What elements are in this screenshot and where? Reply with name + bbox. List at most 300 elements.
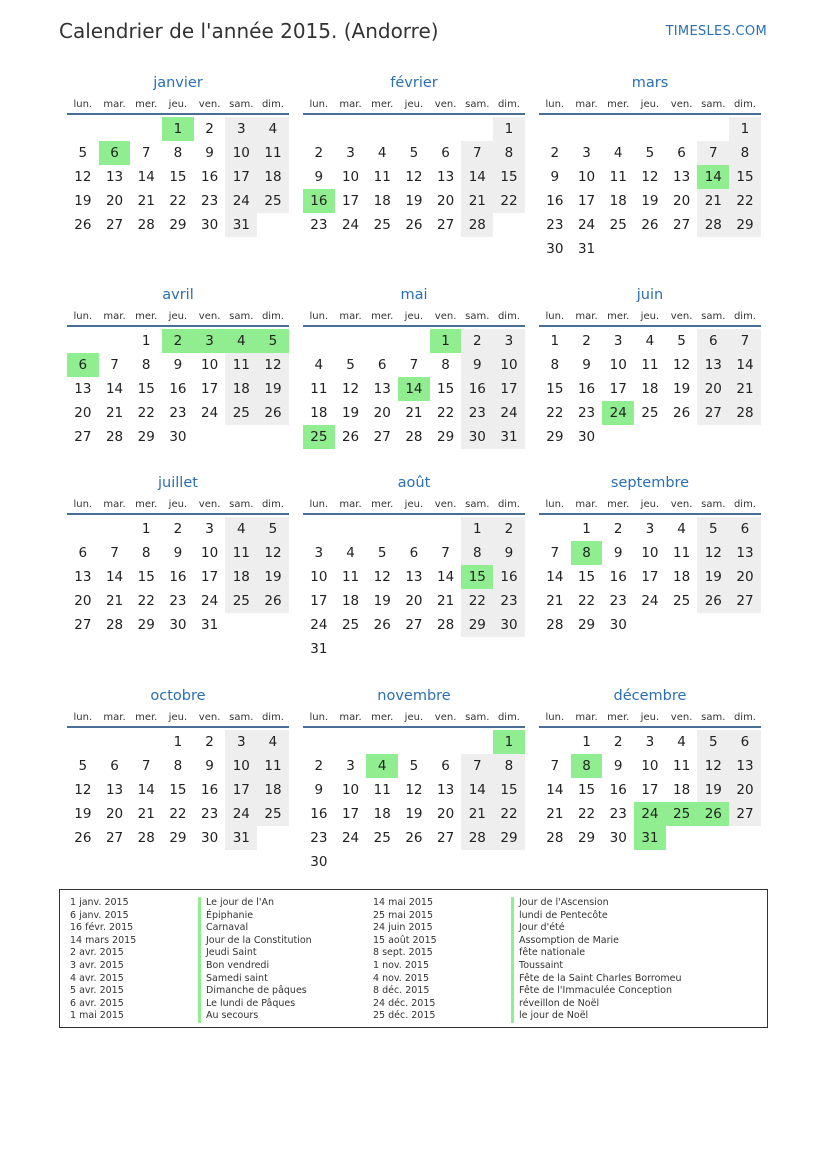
day-cell: 17 (641, 569, 659, 585)
empty-cell (303, 730, 335, 754)
day-cell: 29 (137, 429, 155, 445)
day-cell: 30 (577, 429, 596, 445)
weekday-label: sam. (229, 712, 254, 723)
day-cell: 7 (141, 145, 151, 161)
day-cell: 11 (225, 541, 257, 565)
weekday-header (67, 309, 289, 327)
day-cell: 22 (137, 593, 155, 609)
holiday-day-cell: 16 (303, 189, 335, 213)
day-cell: 7 (461, 141, 493, 165)
day-cell: 13 (405, 569, 423, 585)
day-cell: 29 (577, 617, 596, 633)
empty-cell (335, 517, 367, 541)
legend-date: 25 déc. 2015 (373, 1010, 436, 1022)
day-cell: 20 (729, 778, 761, 802)
day-cell: 23 (169, 405, 187, 421)
month-name: novembre (377, 688, 451, 704)
weekday-label: jeu. (168, 499, 188, 510)
weekday-label: mar. (103, 311, 126, 322)
day-cell: 24 (341, 830, 360, 846)
day-cell: 21 (546, 806, 564, 822)
day-cell: 15 (137, 381, 155, 397)
day-cell: 8 (461, 541, 493, 565)
day-cell: 13 (697, 353, 729, 377)
day-cell: 30 (201, 217, 219, 233)
weekday-header (539, 309, 761, 327)
day-cell: 17 (641, 782, 659, 798)
day-cell: 12 (74, 169, 92, 185)
day-cell: 19 (697, 778, 729, 802)
day-cell: 11 (257, 754, 289, 778)
holiday-day-cell: 4 (225, 329, 257, 353)
day-cell: 1 (173, 734, 183, 750)
weekday-label: ven. (198, 311, 221, 322)
day-cell: 6 (441, 758, 450, 774)
weekday-label: sam. (465, 499, 490, 510)
day-cell: 10 (201, 357, 219, 373)
weekday-header (67, 710, 289, 728)
day-cell: 8 (493, 141, 525, 165)
day-grid (67, 117, 289, 237)
empty-cell (67, 117, 99, 141)
legend-date: 8 sept. 2015 (373, 947, 433, 959)
month-name: septembre (610, 475, 690, 491)
day-cell: 7 (141, 758, 151, 774)
weekday-label: dim. (261, 712, 284, 723)
legend-date: 4 nov. 2015 (373, 972, 429, 984)
day-cell: 24 (493, 401, 525, 425)
day-cell: 31 (201, 617, 219, 633)
day-cell: 28 (405, 429, 423, 445)
month-name: août (397, 475, 431, 491)
weekday-label: dim. (497, 499, 520, 510)
holiday-legend (59, 889, 768, 1028)
day-cell: 24 (310, 617, 328, 633)
empty-cell (461, 730, 493, 754)
empty-cell (335, 117, 367, 141)
weekday-label: mer. (607, 712, 630, 723)
month-4 (303, 284, 525, 449)
day-cell: 9 (173, 357, 183, 373)
day-cell: 14 (461, 778, 493, 802)
weekday-label: mar. (339, 712, 362, 723)
empty-cell (303, 117, 335, 141)
legend-holiday-name: Fête de la Saint Charles Borromeu (511, 973, 682, 986)
weekday-label: jeu. (640, 499, 660, 510)
day-cell: 11 (373, 782, 391, 798)
day-cell: 28 (546, 830, 564, 846)
weekday-label: jeu. (168, 712, 188, 723)
day-cell: 20 (74, 593, 92, 609)
day-cell: 29 (461, 613, 493, 637)
empty-cell (366, 730, 398, 754)
day-cell: 3 (205, 521, 214, 537)
day-cell: 27 (437, 830, 455, 846)
weekday-label: mer. (371, 99, 394, 110)
day-cell: 5 (78, 145, 88, 161)
day-cell: 1 (461, 517, 493, 541)
day-cell: 27 (697, 401, 729, 425)
day-cell: 4 (225, 517, 257, 541)
day-cell: 11 (609, 169, 627, 185)
day-cell: 18 (225, 377, 257, 401)
month-name: octobre (150, 688, 206, 704)
empty-cell (99, 517, 131, 541)
day-cell: 30 (609, 830, 627, 846)
day-cell: 22 (577, 806, 596, 822)
legend-holiday-name: fête nationale (511, 947, 682, 960)
day-cell: 18 (641, 381, 659, 397)
day-cell: 6 (729, 730, 761, 754)
weekday-label: jeu. (404, 499, 424, 510)
day-cell: 18 (373, 193, 391, 209)
legend-holiday-name: le jour de Noël (511, 1010, 682, 1023)
day-cell: 14 (729, 353, 761, 377)
day-cell: 15 (137, 569, 155, 585)
day-cell: 16 (609, 782, 627, 798)
weekday-label: mer. (607, 499, 630, 510)
empty-cell (539, 517, 571, 541)
day-cell: 22 (493, 189, 525, 213)
empty-cell (303, 329, 335, 353)
weekday-label: mar. (575, 311, 598, 322)
day-cell: 30 (609, 617, 627, 633)
day-cell: 9 (173, 545, 183, 561)
empty-cell (67, 730, 99, 754)
weekday-header (303, 497, 525, 515)
day-cell: 7 (110, 357, 119, 373)
empty-cell (366, 329, 398, 353)
day-cell: 2 (613, 734, 623, 750)
weekday-label: mer. (371, 712, 394, 723)
day-cell: 13 (729, 541, 761, 565)
day-cell: 21 (546, 593, 564, 609)
day-cell: 22 (729, 189, 761, 213)
weekday-label: dim. (733, 712, 756, 723)
day-cell: 9 (613, 545, 623, 561)
legend-holiday-name: Jeudi Saint (198, 947, 312, 960)
day-cell: 29 (169, 217, 187, 233)
legend-date: 14 mai 2015 (373, 897, 434, 908)
day-cell: 7 (461, 754, 493, 778)
day-cell: 10 (310, 569, 328, 585)
holiday-day-cell: 8 (571, 754, 603, 778)
weekday-label: ven. (198, 712, 221, 723)
day-cell: 6 (409, 545, 419, 561)
weekday-label: sam. (229, 99, 254, 110)
day-cell: 24 (225, 189, 257, 213)
day-cell: 25 (609, 217, 627, 233)
day-cell: 29 (546, 429, 564, 445)
day-cell: 5 (677, 333, 686, 349)
day-cell: 19 (405, 193, 423, 209)
empty-cell (335, 730, 367, 754)
weekday-label: ven. (198, 99, 221, 110)
day-cell: 12 (257, 541, 289, 565)
day-cell: 9 (205, 145, 214, 161)
day-cell: 30 (310, 854, 328, 870)
day-cell: 27 (405, 617, 423, 633)
day-cell: 31 (493, 425, 525, 449)
day-cell: 23 (201, 193, 219, 209)
day-cell: 3 (645, 521, 655, 537)
holiday-day-cell: 24 (602, 401, 634, 425)
day-cell: 17 (341, 806, 360, 822)
month-7 (303, 472, 525, 661)
day-cell: 10 (493, 353, 525, 377)
day-cell: 1 (582, 734, 591, 750)
weekday-label: sam. (465, 712, 490, 723)
day-cell: 17 (225, 778, 257, 802)
day-cell: 16 (609, 569, 627, 585)
day-cell: 16 (169, 569, 187, 585)
day-cell: 2 (613, 521, 623, 537)
legend-holiday-name: Jour de la Constitution (198, 935, 312, 948)
weekday-label: mar. (103, 499, 126, 510)
day-cell: 4 (677, 521, 686, 537)
holiday-day-cell: 24 (634, 802, 666, 826)
day-cell: 29 (437, 429, 455, 445)
day-cell: 3 (493, 329, 525, 353)
day-cell: 22 (437, 405, 455, 421)
day-cell: 9 (493, 541, 525, 565)
legend-date: 1 janv. 2015 (70, 897, 129, 908)
weekday-label: mer. (135, 499, 158, 510)
day-cell: 3 (645, 734, 655, 750)
day-cell: 15 (577, 569, 596, 585)
day-cell: 28 (729, 401, 761, 425)
day-cell: 16 (546, 193, 564, 209)
day-cell: 1 (729, 117, 761, 141)
day-grid (539, 517, 761, 637)
month-8 (539, 472, 761, 637)
day-cell: 22 (169, 806, 187, 822)
weekday-label: ven. (434, 712, 457, 723)
holiday-day-cell: 8 (571, 541, 603, 565)
day-cell: 4 (613, 145, 623, 161)
weekday-label: lun. (545, 311, 565, 322)
day-cell: 22 (546, 405, 564, 421)
day-cell: 23 (577, 405, 596, 421)
day-cell: 8 (729, 141, 761, 165)
day-cell: 11 (673, 758, 691, 774)
day-cell: 15 (169, 169, 187, 185)
day-cell: 25 (225, 401, 257, 425)
weekday-label: mer. (135, 712, 158, 723)
day-cell: 20 (405, 593, 423, 609)
weekday-label: ven. (670, 311, 693, 322)
day-cell: 20 (729, 565, 761, 589)
day-cell: 2 (205, 121, 214, 137)
day-cell: 23 (546, 217, 564, 233)
day-cell: 3 (314, 545, 324, 561)
day-cell: 15 (729, 165, 761, 189)
holiday-day-cell: 26 (697, 802, 729, 826)
day-cell: 16 (201, 169, 219, 185)
day-cell: 16 (493, 565, 525, 589)
day-cell: 2 (550, 145, 560, 161)
day-grid (539, 117, 761, 261)
day-cell: 9 (314, 169, 324, 185)
day-cell: 23 (201, 806, 219, 822)
day-cell: 30 (169, 429, 187, 445)
day-cell: 11 (641, 357, 659, 373)
month-10 (303, 685, 525, 874)
month-name: mars (631, 75, 669, 91)
empty-cell (461, 117, 493, 141)
day-cell: 4 (257, 730, 289, 754)
legend-holiday-name: Épiphanie (198, 910, 312, 923)
day-cell: 25 (225, 589, 257, 613)
day-cell: 4 (257, 117, 289, 141)
day-cell: 29 (169, 830, 187, 846)
day-cell: 12 (697, 541, 729, 565)
page-title: Calendrier de l'année 2015. (Andorre) (59, 19, 439, 43)
day-cell: 26 (405, 217, 423, 233)
weekday-label: ven. (434, 499, 457, 510)
day-cell: 23 (609, 806, 627, 822)
weekday-header (303, 97, 525, 115)
day-cell: 2 (582, 333, 591, 349)
day-cell: 7 (409, 357, 419, 373)
weekday-label: ven. (434, 311, 457, 322)
day-cell: 30 (169, 617, 187, 633)
weekday-header (539, 710, 761, 728)
weekday-label: mer. (607, 99, 630, 110)
month-name: février (390, 75, 438, 91)
day-cell: 21 (405, 405, 423, 421)
day-cell: 19 (697, 565, 729, 589)
day-cell: 17 (577, 193, 596, 209)
weekday-label: dim. (261, 311, 284, 322)
day-cell: 27 (74, 617, 92, 633)
day-cell: 22 (577, 593, 596, 609)
day-cell: 31 (225, 826, 257, 850)
weekday-label: dim. (497, 99, 520, 110)
day-cell: 24 (225, 802, 257, 826)
day-cell: 18 (609, 193, 627, 209)
legend-date: 5 avr. 2015 (70, 985, 124, 997)
brand-link[interactable]: TIMESLES.COM (665, 24, 767, 39)
month-name: décembre (613, 688, 687, 704)
day-cell: 24 (577, 217, 596, 233)
weekday-label: lun. (309, 499, 329, 510)
legend-holiday-name: Jour d'été (511, 922, 682, 935)
day-cell: 14 (105, 381, 124, 397)
day-cell: 3 (613, 333, 623, 349)
day-cell: 12 (697, 754, 729, 778)
weekday-label: lun. (73, 712, 93, 723)
day-cell: 12 (673, 357, 691, 373)
day-cell: 8 (550, 357, 560, 373)
day-cell: 24 (201, 405, 219, 421)
legend-holiday-name: Jour de l'Ascension (511, 897, 682, 910)
weekday-label: dim. (261, 499, 284, 510)
day-cell: 19 (673, 381, 691, 397)
day-cell: 11 (257, 141, 289, 165)
day-cell: 16 (577, 381, 596, 397)
legend-date: 6 janv. 2015 (70, 909, 129, 921)
day-cell: 3 (225, 730, 257, 754)
day-cell: 5 (645, 145, 655, 161)
day-cell: 14 (137, 169, 155, 185)
day-grid (67, 329, 289, 449)
legend-names-right (511, 897, 682, 1023)
day-cell: 4 (645, 333, 655, 349)
day-cell: 2 (493, 517, 525, 541)
day-cell: 8 (141, 545, 151, 561)
day-grid (539, 730, 761, 850)
day-cell: 4 (377, 145, 387, 161)
weekday-label: ven. (670, 99, 693, 110)
weekday-label: sam. (701, 99, 726, 110)
weekday-label: jeu. (404, 99, 424, 110)
day-cell: 7 (729, 329, 761, 353)
weekday-label: dim. (497, 712, 520, 723)
empty-cell (666, 117, 698, 141)
day-cell: 19 (641, 193, 659, 209)
holiday-day-cell: 4 (366, 754, 398, 778)
day-cell: 25 (373, 217, 391, 233)
day-cell: 13 (729, 754, 761, 778)
empty-cell (67, 329, 99, 353)
day-cell: 23 (461, 401, 493, 425)
legend-holiday-name: Samedi saint (198, 973, 312, 986)
legend-date: 1 mai 2015 (70, 1010, 124, 1022)
weekday-label: ven. (670, 712, 693, 723)
month-9 (67, 685, 289, 850)
legend-holiday-name: Assomption de Marie (511, 935, 682, 948)
day-cell: 14 (105, 569, 124, 585)
day-cell: 26 (641, 217, 659, 233)
legend-date: 1 nov. 2015 (373, 959, 429, 971)
day-cell: 13 (105, 782, 124, 798)
weekday-label: sam. (701, 712, 726, 723)
month-2 (539, 72, 761, 261)
empty-cell (130, 730, 162, 754)
day-cell: 17 (201, 569, 219, 585)
legend-date: 24 déc. 2015 (373, 997, 436, 1009)
month-name: janvier (153, 75, 203, 91)
weekday-label: mar. (575, 99, 598, 110)
day-cell: 13 (74, 569, 92, 585)
empty-cell (398, 329, 430, 353)
weekday-label: mer. (135, 99, 158, 110)
day-cell: 16 (310, 806, 328, 822)
weekday-label: mar. (339, 311, 362, 322)
day-cell: 30 (546, 241, 564, 257)
month-name: mai (400, 287, 428, 303)
day-cell: 15 (169, 782, 187, 798)
day-cell: 28 (437, 617, 455, 633)
day-cell: 29 (577, 830, 596, 846)
day-cell: 6 (729, 517, 761, 541)
day-cell: 5 (697, 517, 729, 541)
weekday-label: sam. (701, 499, 726, 510)
weekday-label: jeu. (168, 99, 188, 110)
day-cell: 12 (405, 169, 423, 185)
day-cell: 18 (257, 778, 289, 802)
day-grid (303, 730, 525, 874)
day-cell: 11 (310, 381, 328, 397)
day-cell: 23 (310, 830, 328, 846)
day-cell: 17 (201, 381, 219, 397)
weekday-label: mar. (339, 99, 362, 110)
day-cell: 15 (493, 778, 525, 802)
day-cell: 1 (582, 521, 591, 537)
day-cell: 6 (110, 758, 119, 774)
empty-cell (430, 730, 462, 754)
